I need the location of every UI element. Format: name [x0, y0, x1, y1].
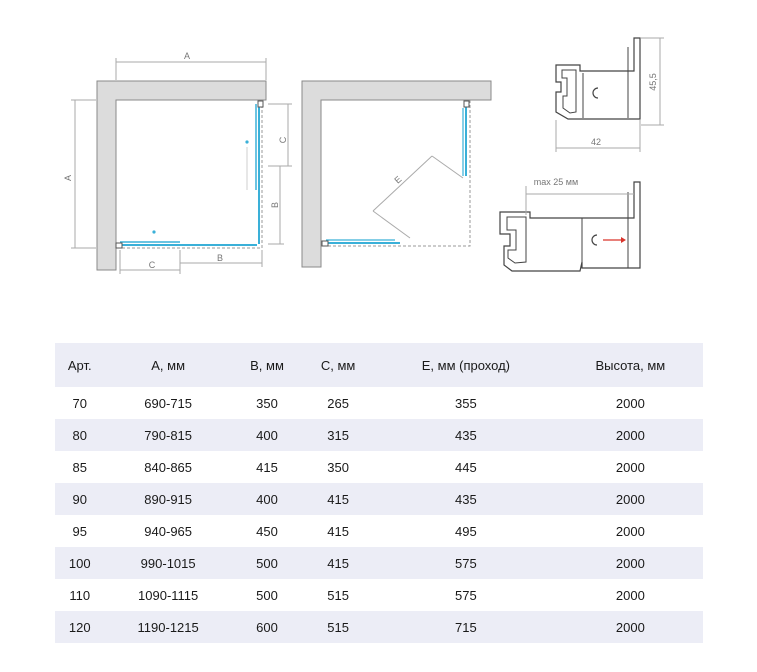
cell-c: 415: [327, 491, 349, 507]
technical-diagrams: [0, 0, 757, 300]
cell-height: 2000: [615, 555, 645, 571]
cell-c: 350: [327, 459, 349, 475]
dim-a-top-label: A: [183, 51, 191, 61]
dim-gap-label: max 25 мм: [533, 177, 579, 187]
cell-e: 445: [455, 459, 477, 475]
dim-height-label: 45,5: [648, 73, 658, 91]
hinge-bottom-2: [322, 241, 328, 246]
plan-view-opening: [302, 81, 491, 267]
cell-c: 415: [327, 523, 349, 539]
cell-b: 500: [256, 587, 278, 603]
cell-b: 400: [256, 491, 278, 507]
cell-c: 315: [327, 427, 349, 443]
cell-art: 110: [69, 587, 91, 603]
dim-e-tick-a: [373, 211, 410, 238]
dim-e-label: E: [392, 174, 404, 186]
enclosure-outline: [116, 100, 262, 248]
cell-b: 415: [256, 459, 278, 475]
cell-a: 940-965: [144, 523, 193, 539]
dim-b-right-label: B: [270, 201, 280, 209]
cell-height: 2000: [615, 523, 645, 539]
cell-art: 70: [72, 395, 87, 411]
cell-b: 600: [256, 619, 278, 635]
cell-b: 350: [256, 395, 278, 411]
enclosure-outline-2: [321, 100, 470, 246]
cell-a: 890-915: [144, 491, 193, 507]
plan-view-dimensions: [63, 51, 292, 274]
cell-art: 85: [72, 459, 87, 475]
cell-height: 2000: [615, 491, 645, 507]
dim-c-right-label: C: [278, 136, 288, 144]
cell-e: 355: [455, 395, 477, 411]
dim-e-line: [373, 156, 432, 211]
cell-c: 265: [327, 395, 349, 411]
cell-a: 990-1015: [140, 555, 196, 571]
cell-art: 100: [68, 555, 91, 571]
table-row: [55, 483, 703, 515]
hinge-top: [258, 101, 263, 107]
profile-section-bottom: [500, 177, 640, 271]
cell-e: 575: [455, 555, 477, 571]
cell-c: 515: [327, 587, 349, 603]
table-row: [55, 515, 703, 547]
cell-a: 840-865: [144, 459, 193, 475]
cell-e: 435: [455, 491, 477, 507]
cell-art: 95: [72, 523, 87, 539]
handle-dot-right: [245, 140, 248, 143]
dim-a-left-label: A: [63, 174, 73, 182]
header-e: E, мм (проход): [421, 357, 511, 373]
table-row: [55, 387, 703, 419]
table-header-row: [55, 343, 703, 387]
cell-b: 400: [256, 427, 278, 443]
cell-art: 120: [68, 619, 91, 635]
cell-height: 2000: [615, 427, 645, 443]
cell-e: 575: [455, 587, 477, 603]
cell-e: 495: [455, 523, 477, 539]
cell-a: 1190-1215: [137, 619, 199, 635]
cell-height: 2000: [615, 587, 645, 603]
profile-shape-top: [556, 38, 640, 119]
profile-shape-bottom: [500, 182, 640, 271]
table-row: [55, 547, 703, 579]
dim-c-bottom-label: C: [148, 260, 156, 270]
cell-c: 415: [327, 555, 349, 571]
handle-dot-bottom: [152, 230, 155, 233]
hinge-bottom: [116, 243, 122, 248]
cell-height: 2000: [615, 395, 645, 411]
cell-e: 715: [455, 619, 477, 635]
header-art: Арт.: [67, 357, 92, 373]
header-c: C, мм: [320, 357, 356, 373]
dim-e-tick-b: [432, 156, 463, 178]
cell-art: 80: [72, 427, 87, 443]
cell-c: 515: [327, 619, 349, 635]
dim-width-label: 42: [590, 137, 602, 147]
hinge-top-2: [464, 101, 469, 107]
cell-height: 2000: [615, 459, 645, 475]
header-a: A, мм: [151, 357, 186, 373]
dim-b-bottom-label: B: [216, 253, 224, 263]
header-b: B, мм: [250, 357, 284, 373]
cell-e: 435: [455, 427, 477, 443]
profile-section-top: [556, 38, 664, 152]
cell-a: 690-715: [144, 395, 193, 411]
table-row: [55, 419, 703, 451]
cell-b: 500: [256, 555, 278, 571]
table-row: [55, 579, 703, 611]
cell-a: 790-815: [144, 427, 193, 443]
cell-a: 1090-1115: [138, 587, 199, 603]
table-row: [55, 451, 703, 483]
specification-table: [55, 343, 703, 643]
table-row: [55, 611, 703, 643]
header-height: Высота, мм: [595, 357, 666, 373]
cell-art: 90: [72, 491, 87, 507]
cell-height: 2000: [615, 619, 645, 635]
cell-b: 450: [256, 523, 278, 539]
